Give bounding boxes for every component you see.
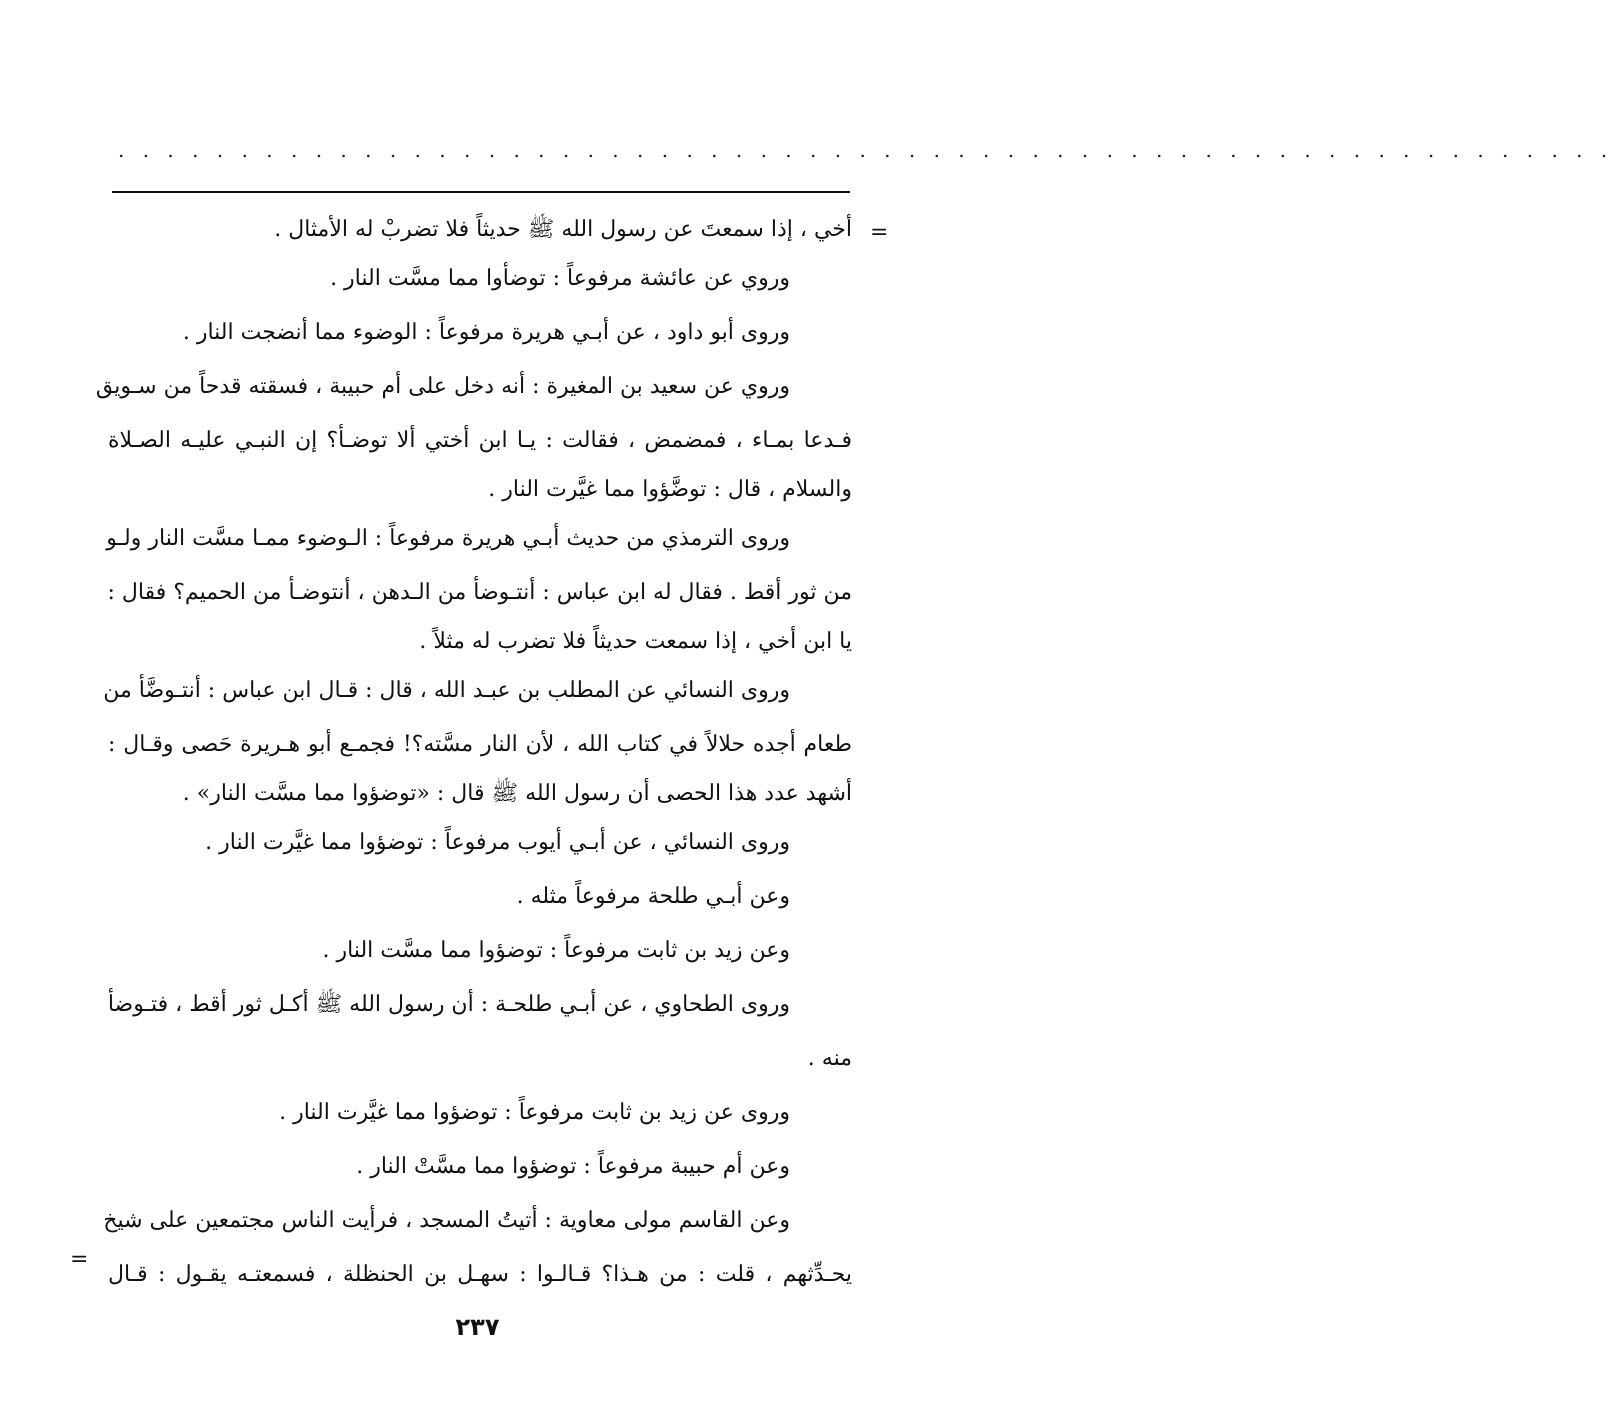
continuation-mark-top: = <box>870 220 889 245</box>
text-line: يا ابن أخي ، إذا سمعت حديثاً فلا تضرب له مثلاً . <box>419 629 852 654</box>
footnote-rule <box>112 191 850 193</box>
text-line: منه . <box>807 1046 852 1071</box>
text-line: وعن القاسم مولى معاوية : أتيتُ المسجد ، فرأيت الناس مجتمعين على شيخ <box>103 1208 790 1233</box>
text-line: وروى الطحاوي ، عن أبـي طلحـة : أن رسول الله ﷺ أكـل ثور أقط ، فتـوضأ <box>107 992 790 1017</box>
text-line: أشهد عدد هذا الحصى أن رسول الله ﷺ قال : «توضؤوا مما مسَّت النار» . <box>182 781 852 806</box>
text-line: أخي ، إذا سمعتَ عن رسول الله ﷺ حديثاً فلا تضربْ له الأمثال . <box>274 217 852 242</box>
text-line: وروي عن عائشة مرفوعاً : توضأوا مما مسَّت النار . <box>330 266 790 291</box>
continuation-mark-bottom: = <box>70 1247 89 1272</box>
text-line: وروى الترمذي من حديث أبـي هريرة مرفوعاً : الـوضوء ممـا مسَّت النار ولـو <box>106 526 790 551</box>
text-line: طعام أجده حلالاً في كتاب الله ، لأن النار مسَّته؟! فجمـع أبو هـريرة حَصى وقـال : <box>108 732 852 757</box>
text-line: يحـدِّثهم ، قلت : من هـذا؟ قـالـوا : سهـل بن الحنظلة ، فسمعتـه يقـول : قـال <box>108 1262 852 1287</box>
text-line: وعن أبـي طلحة مرفوعاً مثله . <box>516 884 790 909</box>
text-line: وروى عن زيد بن ثابت مرفوعاً : توضؤوا مما غيَّرت النار . <box>279 1100 790 1125</box>
text-line: وروى أبو داود ، عن أبـي هريرة مرفوعاً : الوضوء مما أنضجت النار . <box>182 320 790 345</box>
page-number: ٢٣٧ <box>455 1313 500 1341</box>
text-line: وروي عن سعيد بن المغيرة : أنه دخل على أم حبيبة ، فسقته قدحاً من سـويق <box>95 374 790 399</box>
text-line: وعن زيد بن ثابت مرفوعاً : توضؤوا مما مسَّت النار . <box>322 938 790 963</box>
text-line: وروى النسائي عن المطلب بن عبـد الله ، قال : قـال ابن عباس : أنتـوضَّأ من <box>103 678 790 703</box>
separator-dots: . . . . . . . . . . . . . . . . . . . . . . . . . . . . . . . . . . . . . . . . . . . . . . . . . . . . . . . . . . . . . <box>118 138 1613 162</box>
text-line: من ثور أقط . فقال له ابن عباس : أنتـوضأ من الـدهن ، أنتوضـأ من الحميم؟ فقال : <box>107 580 852 605</box>
text-line: وروى النسائي ، عن أبـي أيوب مرفوعاً : توضؤوا مما غيَّرت النار . <box>205 830 790 855</box>
footnote-body <box>95 208 853 1302</box>
text-line: وعن أم حبيبة مرفوعاً : توضؤوا مما مسَّتْ النار . <box>356 1154 790 1179</box>
text-line: فـدعا بمـاء ، فمضمض ، فقالت : يـا ابن أختي ألا توضـأ؟ إن النبـي عليـه الصـلاة <box>108 428 853 453</box>
text-line: والسلام ، قال : توضَّؤوا مما غيَّرت النار . <box>488 477 852 502</box>
